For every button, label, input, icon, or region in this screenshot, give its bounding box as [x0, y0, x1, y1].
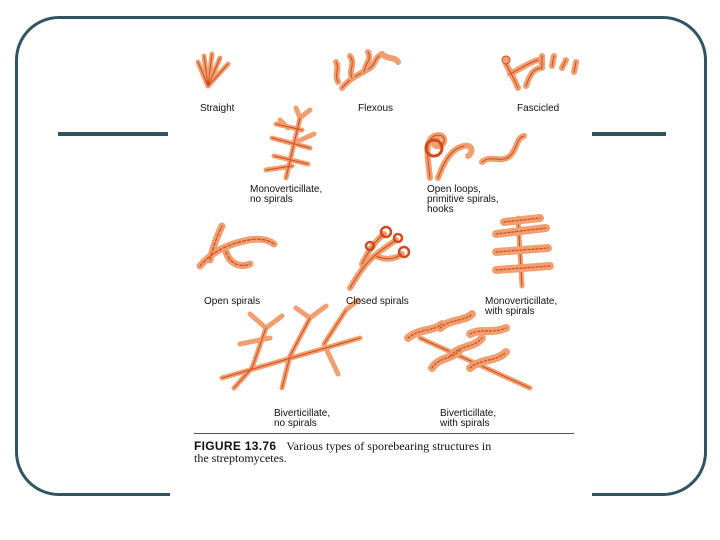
label-closed-spirals: Closed spirals [346, 296, 409, 307]
label-biverticillate-with-spirals-1: Biverticillate, [440, 408, 497, 419]
biverticillate-no-spirals-drawing [222, 300, 360, 388]
label-open-loops-1: Open loops, [427, 184, 481, 195]
label-biverticillate-no-spirals-2: no spirals [274, 418, 317, 429]
flexous-structure-drawing [336, 52, 398, 88]
caption-divider [194, 433, 574, 434]
biverticillate-with-spirals-drawing [408, 314, 530, 388]
label-monoverticillate-with-spirals-2: with spirals [485, 306, 535, 317]
decorative-rule-left [58, 132, 168, 136]
open-spirals-drawing [200, 226, 274, 266]
label-biverticillate-with-spirals-2: with spirals [440, 418, 490, 429]
label-flexous: Flexous [358, 103, 394, 114]
sporebearing-structures-illustration [170, 38, 580, 438]
monoverticillate-no-spirals-drawing [266, 108, 314, 178]
label-biverticillate-no-spirals-1: Biverticillate, [274, 408, 331, 419]
caption-line-1: Various types of sporebearing structures in [286, 439, 492, 453]
label-straight: Straight [200, 103, 235, 114]
label-fascicled: Fascicled [517, 103, 560, 114]
fascicled-structure-drawing [502, 56, 576, 88]
figure-caption [194, 440, 584, 464]
closed-spirals-drawing [350, 227, 409, 288]
label-monoverticillate-no-spirals-2: no spirals [250, 194, 293, 205]
label-open-loops-2: primitive spirals, [427, 194, 499, 205]
caption-line-2: the streptomycetes. [194, 451, 287, 465]
monoverticillate-with-spirals-drawing [496, 218, 550, 286]
label-open-loops-3: hooks [427, 204, 454, 215]
open-loops-drawing [426, 135, 524, 178]
figure-number: FIGURE 13.76 [194, 439, 277, 453]
label-open-spirals: Open spirals [204, 296, 261, 307]
label-monoverticillate-with-spirals-1: Monoverticillate, [485, 296, 558, 307]
label-monoverticillate-no-spirals-1: Monoverticillate, [250, 184, 323, 195]
